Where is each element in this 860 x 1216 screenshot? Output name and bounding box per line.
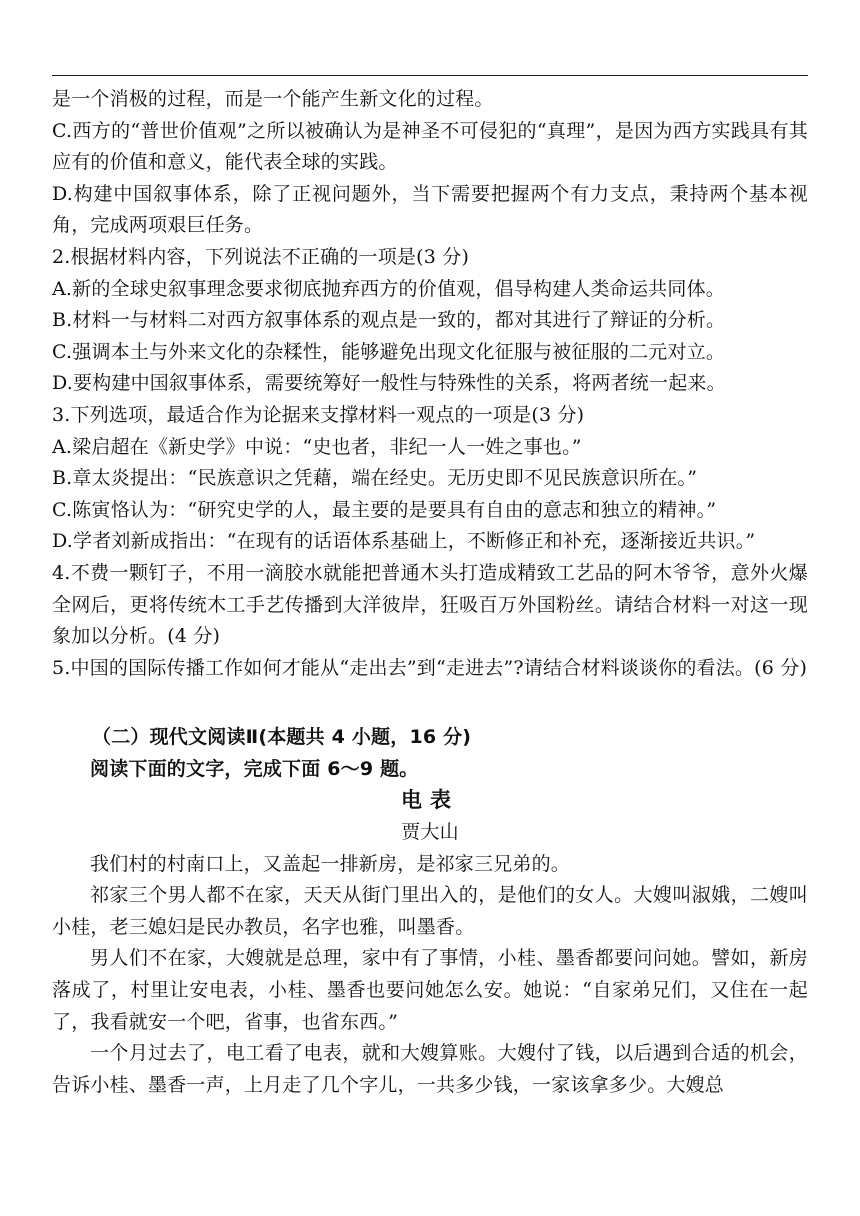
option-d: D.构建中国叙事体系，除了正视问题外，当下需要把握两个有力支点，秉持两个基本视角，完成两项艰巨任务。 [52,182,808,237]
question-2-option-c: C.强调本土与外来文化的杂糅性，能够避免出现文化征服与被征服的二元对立。 [52,340,726,363]
section-gap [52,684,808,722]
article-title: 电表 [401,788,459,813]
article-paragraph: 男人们不在家，大嫂就是总理，家中有了事情，小桂、墨香都要问问她。譬如，新房落成了，村里让安电表，小桂、墨香也要问她怎么安。她说：“自家弟兄们，又住在一起了，我看就安一个吧，省事，也省东西。” [52,947,808,1033]
section-2-heading: （二）现代文阅读Ⅱ(本题共 4 小题，16 分) [92,726,472,749]
option-c: C.西方的“普世价值观”之所以被确认为是神圣不可侵犯的“真理”，是因为西方实践具有其应有的价值和意义，能代表全球的实践。 [52,119,808,174]
question-5-stem: 5.中国的国际传播工作如何才能从“走出去”到“走进去”?请结合材料谈谈你的看法。(6 分) [52,656,808,679]
exam-page [52,84,808,1101]
article-paragraph: 我们村的村南口上，又盖起一排新房，是祁家三兄弟的。 [90,852,571,875]
question-3-option-a: A.梁启超在《新史学》中说：“史也者，非纪一人一姓之事也。” [52,435,582,458]
section-2-instruction: 阅读下面的文字，完成下面 6～9 题。 [90,757,419,780]
article-paragraph: 一个月过去了，电工看了电表，就和大嫂算账。大嫂付了钱，以后遇到合适的机会，告诉小桂、墨香一声，上月走了几个字儿，一共多少钱，一家该拿多少。大嫂总 [52,1042,808,1096]
question-2-stem: 2.根据材料内容，下列说法不正确的一项是(3 分) [52,245,470,268]
question-2-option-b: B.材料一与材料二对西方叙事体系的观点是一致的，都对其进行了辩证的分析。 [52,309,726,332]
question-3-option-d: D.学者刘新成指出：“在现有的话语体系基础上，不断修正和补充，逐渐接近共识。” [52,530,756,553]
question-3-option-b: B.章太炎提出：“民族意识之凭藉，端在经史。无历史即不见民族意识所在。” [52,467,698,490]
header-rule [52,75,808,76]
question-2-option-d: D.要构建中国叙事体系，需要统筹好一般性与特殊性的关系，将两者统一起来。 [52,372,726,395]
continuation-line: 是一个消极的过程，而是一个能产生新文化的过程。 [52,88,494,110]
article-paragraph: 祁家三个男人都不在家，天天从街门里出入的，是他们的女人。大嫂叫淑娥，二嫂叫小桂，老三媳妇是民办教员，名字也雅，叫墨香。 [52,884,808,938]
article-author: 贾大山 [401,821,459,844]
question-4-stem: 4.不费一颗钉子，不用一滴胶水就能把普通木头打造成精致工艺品的阿木爷爷，意外火爆全网后，更将传统木工手艺传播到大洋彼岸，狂吸百万外国粉丝。请结合材料一对这一现象加以分析。(4 分) [52,561,808,648]
question-3-option-c: C.陈寅恪认为：“研究史学的人，最主要的是要具有自由的意志和独立的精神。” [52,498,717,521]
question-3-stem: 3.下列选项，最适合作为论据来支撑材料一观点的一项是(3 分) [52,403,585,426]
question-2-option-a: A.新的全球史叙事理念要求彻底抛弃西方的价值观，倡导构建人类命运共同体。 [52,277,725,300]
